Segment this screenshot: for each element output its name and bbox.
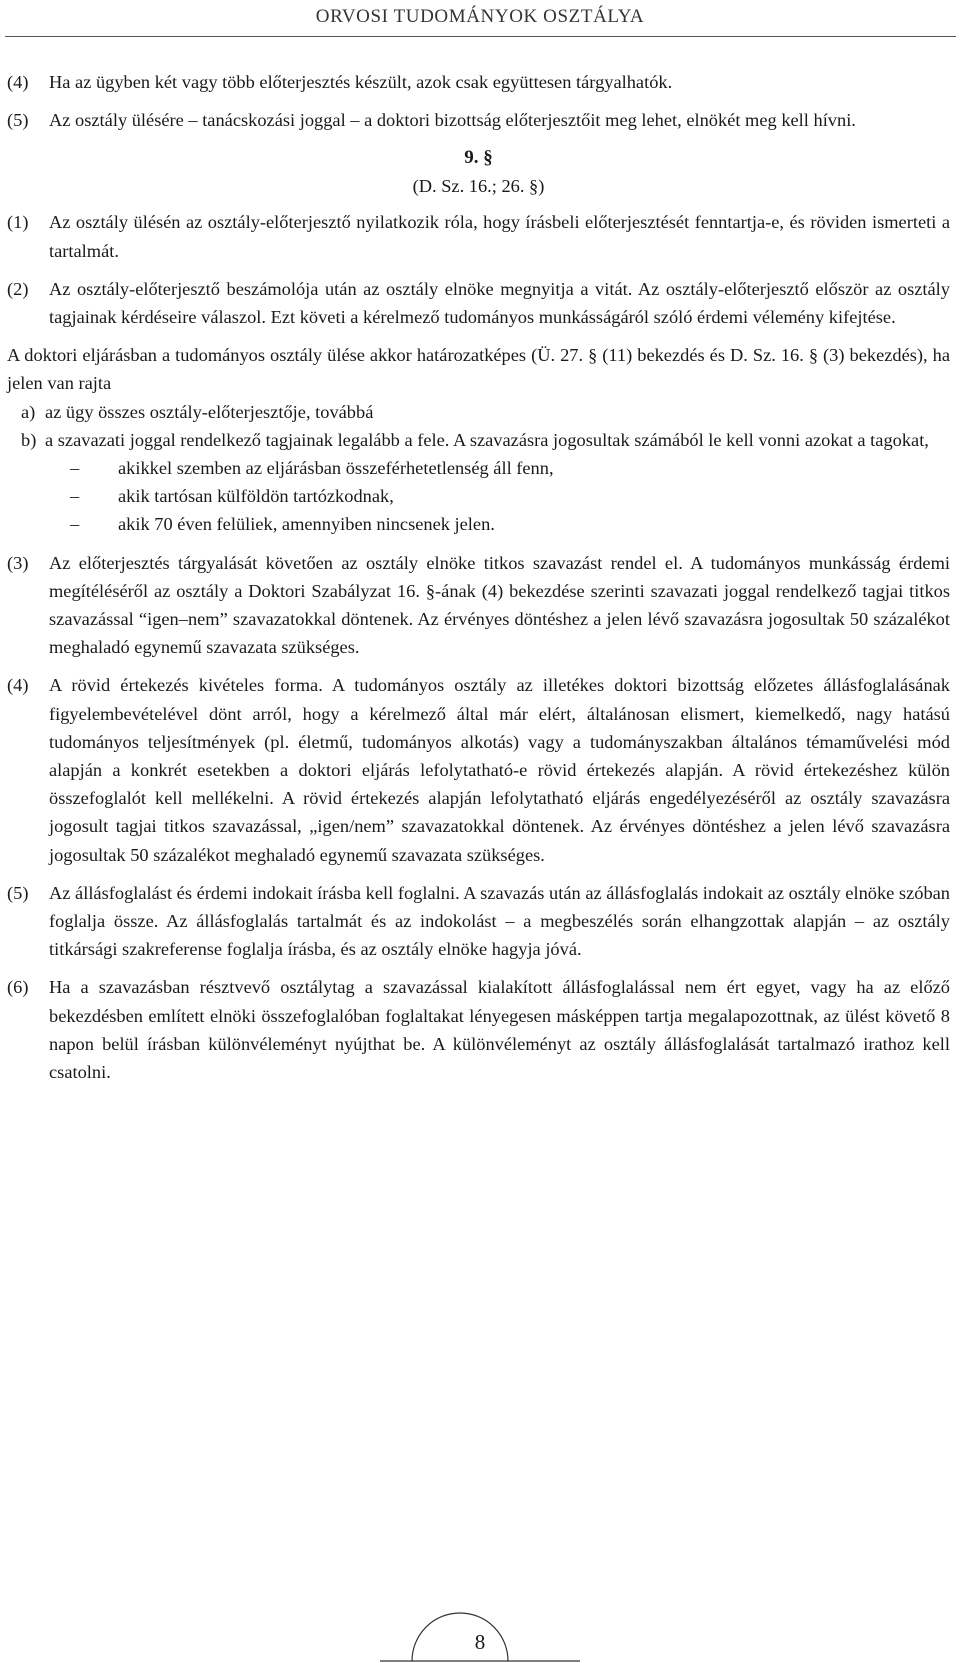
paragraph-number: (4) [7,72,29,92]
dash-item-text: akik 70 éven felüliek, amennyiben nincsenek jelen. [118,514,495,535]
page-number: 8 [474,1630,486,1654]
dash-list-item [70,454,950,482]
paragraph-text: A rövid értekezés kivételes forma. A tudományos osztály az illetékes doktori bizottság előzetes állásfoglalásának figyelembevételével dönt arról, hogy a kérelmező által már elért, általánosan elismert, kiemelkedő, nagy hatású tudományos teljesítmények (pl. életmű, tudományos alkotás) vagy a tudományszakban általános témaművelési mód alapján a konkrét esetekben a doktori eljárás lefolytatható-e rövid értekezés alapján. A rövid értekezéshez külön összefoglalót kell mellékelni. A rövid értekezés alapján lefolytatható eljárás engedélyezéséről az osztály szavazásra jogosult tagjai titkos szavazással, „igen/nem” szavazatokkal döntenek. Az érvényes döntéshez a jelen lévő szavazásra jogosultak 50 százalékot meghaladó egynemű szavazata szükséges. [49,675,950,865]
paragraph-number: (3) [7,552,29,573]
header-rule [5,36,956,37]
paragraph-text: Az osztály ülésén az osztály-előterjesztő nyilatkozik róla, hogy írásbeli előterjesztését fenntartja-e, és röviden ismerteti a tartalmát. [49,212,950,261]
section-subtitle: (D. Sz. 16.; 26. §) [412,176,545,197]
paragraph-number: (6) [7,977,29,998]
quorum-intro: A doktori eljárásban a tudományos osztály ülése akkor határozatképes (Ü. 27. § (11) bekezdés és D. Sz. 16. § (3) bekezdés), ha jelen van rajta [7,345,950,394]
paragraph-text: Ha a szavazásban résztvevő osztálytag a szavazással kialakított állásfoglalással nem ért egyet, vagy ha az előző bekezdésben említett elnöki összefoglalóban foglaltakat lényegesen másképpen tartja megalapozottnak, az ülést követő 8 napon belül írásban különvéleményt nyújthat be. A különvéleményt az osztály állásfoglalását tartalmazó irathoz kell csatolni. [49,977,950,1083]
list-marker: a) [21,401,36,422]
paragraph-text: Ha az ügyben két vagy több előterjesztés készült, azok csak együttesen tárgyalhatók. [49,72,673,92]
paragraph [7,275,950,331]
section-title: 9. § [464,147,493,169]
dash-list-item [70,482,950,510]
paragraph [7,106,950,134]
dash-item-text: akikkel szemben az eljárásban összeférhetetlenség áll fenn, [118,458,554,479]
paragraph-text: Az osztály-előterjesztő beszámolója után az osztály elnöke megnyitja a vitát. Az osztály-előterjesztő először az osztály tagjainak kérdéseire válaszol. Ezt követi a kérelmező tudományos munkásságáról szóló érdemi vélemény kifejtése. [49,278,950,328]
paragraph-number: (4) [7,675,29,696]
dash-item-text: akik tartósan külföldön tartózkodnak, [118,486,394,507]
paragraph [7,973,950,1086]
paragraph [7,879,950,964]
quorum-block [7,341,950,538]
list-marker: b) [21,429,37,450]
document-body [7,68,950,1096]
list-item [21,398,950,426]
dash-marker: – [70,458,80,479]
section-heading [7,144,950,200]
list-item-text: a szavazati joggal rendelkező tagjainak legalább a fele. A szavazásra jogosultak számából le kell vonni azokat a tagokat, [45,429,929,450]
running-head: ORVOSI TUDOMÁNYOK OSZTÁLYA [315,6,645,27]
paragraph-number: (5) [7,882,29,903]
dash-list-item [70,510,950,538]
paragraph-number: (1) [7,212,29,233]
paragraph [7,68,950,96]
list-item-text: az ügy összes osztály-előterjesztője, továbbá [45,401,374,422]
paragraph [7,549,950,662]
paragraph-text: Az állásfoglalást és érdemi indokait írásba kell foglalni. A szavazás után az állásfoglalás indokait az osztály elnöke szóban foglalja össze. Az állásfoglalás tartalmát és az indokolást – a megbeszélés során elhangzottak alapján – az osztály titkársági szakreferense foglalja írásba, és az osztály elnöke hagyja jóvá. [49,882,950,960]
list-item [21,426,950,454]
dash-marker: – [70,514,80,535]
paragraph-text: Az előterjesztés tárgyalását követően az osztály elnöke titkos szavazást rendel el. A tudományos munkásság érdemi megítéléséről az osztály a Doktori Szabályzat 16. §-ának (4) bekezdése szerinti szavazati joggal rendelkező tagjai titkos szavazással “igen–nem” szavazatokkal döntenek. Az érvényes döntéshez a jelen lévő szavazásra jogosultak 50 százalékot meghaladó egynemű szavazata szükséges. [49,552,950,658]
dash-marker: – [70,486,80,507]
paragraph-text: Az osztály ülésére – tanácskozási joggal – a doktori bizottság előterjesztőit meg lehet, elnökét meg kell hívni. [49,110,856,131]
paragraph [7,208,950,264]
paragraph-number: (2) [7,278,29,299]
paragraph-number: (5) [7,110,29,131]
paragraph [7,671,950,868]
